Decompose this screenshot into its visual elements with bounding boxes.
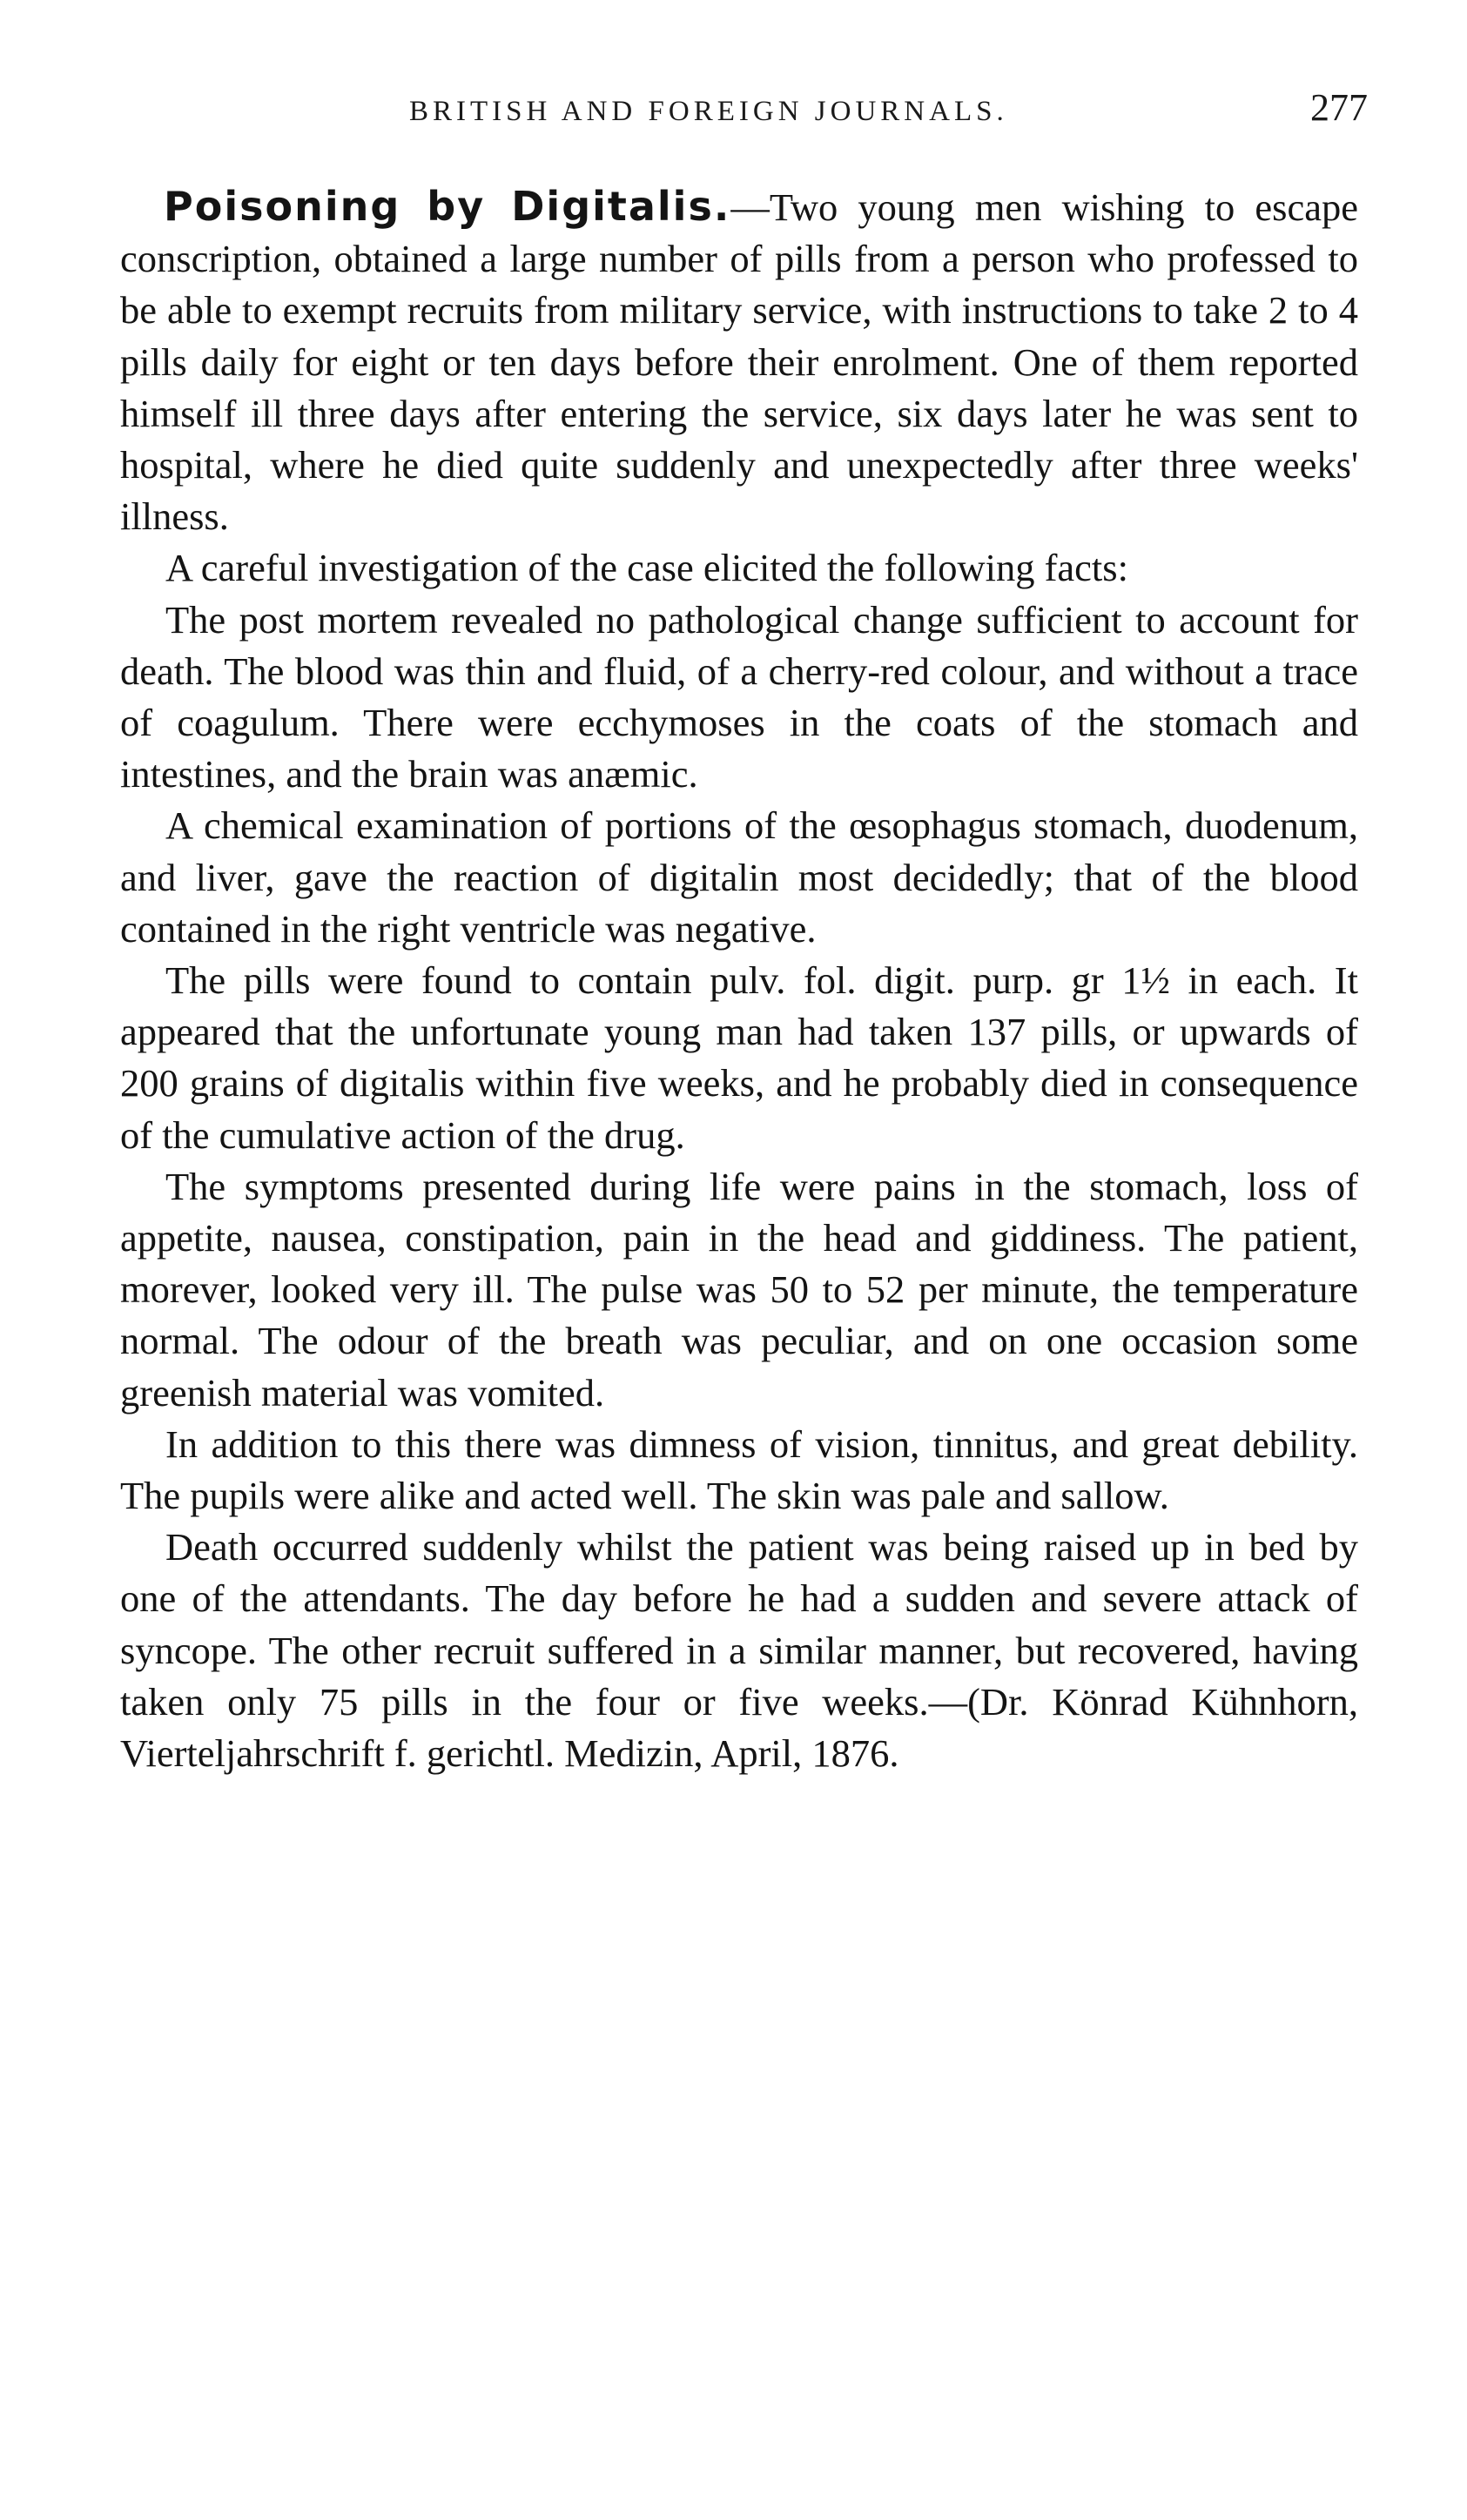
paragraph-3: The post mortem revealed no pathological change sufficient to account for death. The blood was thin and fluid, of a cherry-red colour, and without a trace of coagulum. There were ecchymoses in the coats of the stomach and intestines, and the brain was anæmic. [120,597,1358,796]
article-title: Poisoning by Digitalis. [164,183,731,230]
paragraph-8: Death occurred suddenly whilst the patient was being raised up in bed by one of the attendants. The day before he had a sudden and severe attack of syncope. The other recruit suffered in a similar manner, but recovered, having taken only 75 pills in the four or five weeks.—(Dr. Könrad Kühnhorn, Vierteljahrschrift f. gerichtl. Medizin, April, 1876. [120,1525,1358,1776]
running-head: BRITISH AND FOREIGN JOURNALS. [409,96,1008,127]
page-number: 277 [1310,86,1368,129]
paragraph-5: The pills were found to contain pulv. fol. digit. purp. gr 1½ in each. It appeared that the unfortunate young man had taken 137 pills, or upwards of 200 grains of digitalis within five weeks, and he probably died in consequence of the cumulative action of the drug. [120,958,1358,1157]
paragraph-6: The symptoms presented during life were pains in the stomach, loss of appetite, nausea, constipation, pain in the head and giddiness. The patient, morever, looked very ill. The pulse was 50 to 52 per minute, the temperature normal. The odour of the breath was peculiar, and on one occasion some greenish material was vomited. [120,1164,1358,1415]
article-body [120,181,1358,1779]
paragraph-1 [120,181,1358,542]
paragraph-4: A chemical examination of portions of the œsophagus stomach, duodenum, and liver, gave the reaction of digitalin most decidedly; that of the blood contained in the right ventricle was negative. [120,803,1358,951]
paragraph-2: A careful investigation of the case elicited the following facts: [165,546,1128,590]
paragraph-7: In addition to this there was dimness of vision, tinnitus, and great debility. The pupils were alike and acted well. The skin was pale and sallow. [120,1421,1358,1518]
paragraph-1-text: —Two young men wishing to escape conscription, obtained a large number of pills from a person who professed to be able to exempt recruits from military service, with instructions to take 2 to 4 pills daily for eight or ten days before their enrolment. One of them reported himself ill three days after entering the service, six days later he was sent to hospital, where he died quite suddenly and unexpectedly after three weeks' illness. [120,185,1358,539]
